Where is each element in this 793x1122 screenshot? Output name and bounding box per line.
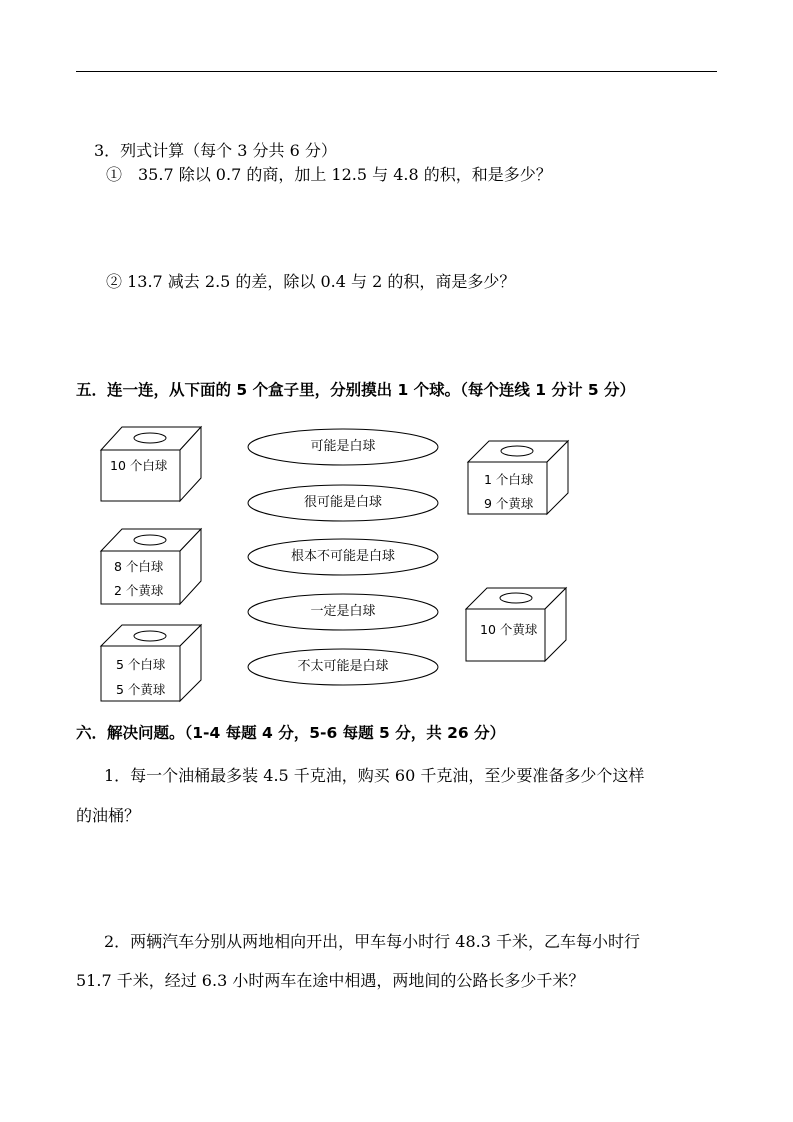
box-1-label-line1: 10 个白球 (110, 458, 168, 473)
section6-title: 六．解决问题。（1-4 每题 4 分，5-6 每题 5 分，共 26 分） (76, 724, 506, 742)
box-4-label-line2: 9 个黄球 (484, 496, 534, 511)
box-5-label-line1: 10 个黄球 (480, 622, 538, 637)
section6-q2-line2: 51.7 千米，经过 6.3 小时两车在途中相遇，两地间的公路长多少千米？ (76, 971, 585, 990)
section3-question-1: ① 35.7 除以 0.7 的商，加上 12.5 与 4.8 的积，和是多少？ (106, 165, 552, 184)
box-2-label-line1: 8 个白球 (114, 559, 164, 574)
section6-q1-line2: 的油桶？ (76, 806, 141, 825)
box-3-label-line2: 5 个黄球 (116, 682, 166, 697)
section3-question-2: ② 13.7 减去 2.5 的差，除以 0.4 与 2 的积，商是多少？ (106, 272, 516, 291)
option-label-5: 不太可能是白球 (297, 659, 389, 674)
box-4-label-line1: 1 个白球 (484, 472, 534, 487)
section6-q1-line1: 1．每一个油桶最多装 4.5 千克油，购买 60 千克油，至少要准备多少个这样 (104, 766, 645, 785)
box-2-label-line2: 2 个黄球 (114, 583, 164, 598)
section5-title: 五．连一连，从下面的 5 个盒子里，分别摸出 1 个球。（每个连线 1 分计 5 分） (76, 381, 636, 399)
option-label-4: 一定是白球 (310, 604, 376, 619)
option-label-3: 根本不可能是白球 (290, 549, 395, 564)
option-label-1: 可能是白球 (310, 439, 376, 454)
section3-title: 3．列式计算（每个 3 分共 6 分） (94, 141, 337, 160)
box-3-label-line1: 5 个白球 (116, 657, 166, 672)
option-label-2: 很可能是白球 (303, 495, 382, 510)
section6-q2-line1: 2．两辆汽车分别从两地相向开出，甲车每小时行 48.3 千米，乙车每小时行 (104, 932, 640, 951)
